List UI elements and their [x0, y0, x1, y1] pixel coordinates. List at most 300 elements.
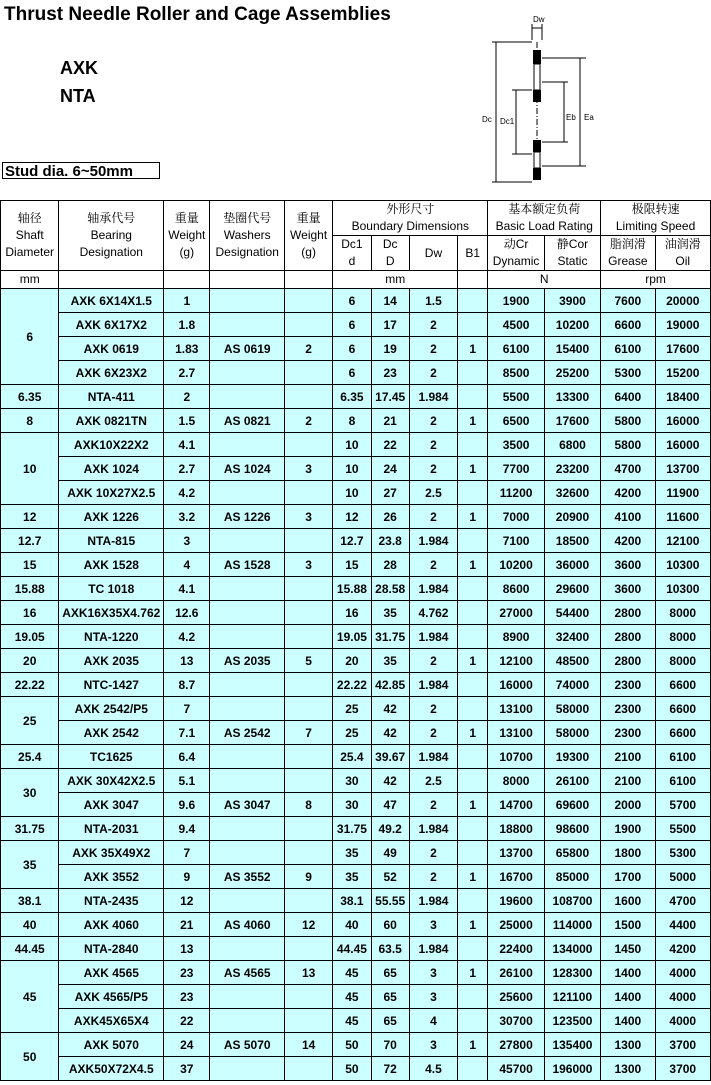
dc-cell: 42.85	[371, 673, 409, 697]
table-row	[1, 553, 711, 577]
washer-weight-cell	[284, 289, 332, 313]
dc-label: Dc	[482, 115, 492, 124]
b1-cell: 1	[458, 865, 488, 889]
oil-speed-cell: 6600	[655, 697, 710, 721]
dynamic-load-cell: 3500	[488, 433, 544, 457]
bearing-designation-cell: NTA-2840	[59, 937, 164, 961]
series-axk: AXK	[60, 58, 99, 78]
bearing-designation-cell: TC1625	[59, 745, 164, 769]
table-row	[1, 313, 711, 337]
dynamic-load-cell: 11200	[488, 481, 544, 505]
oil-speed-cell: 5500	[655, 817, 710, 841]
specifications-table	[0, 200, 711, 1081]
weight-cell: 37	[164, 1057, 210, 1081]
b1-cell: 1	[458, 793, 488, 817]
oil-speed-cell: 4000	[655, 961, 710, 985]
table-row	[1, 337, 711, 361]
bearing-designation-cell: AXK45X65X4	[59, 1009, 164, 1033]
washer-designation-cell: AS 5070	[210, 1033, 285, 1057]
bearing-designation-cell: AXK 1024	[59, 457, 164, 481]
washer-weight-cell	[284, 481, 332, 505]
header-washers-designation: 垫圈代号 Washers Designation	[210, 201, 285, 271]
weight-cell: 3.2	[164, 505, 210, 529]
eb-label: Eb	[566, 113, 576, 122]
weight-cell: 21	[164, 913, 210, 937]
dc1-label: Dc1	[500, 117, 515, 126]
b1-cell: 1	[458, 913, 488, 937]
bearing-designation-cell: AXK 4565/P5	[59, 985, 164, 1009]
table-row	[1, 985, 711, 1009]
washer-weight-cell: 3	[284, 457, 332, 481]
bearing-designation-cell: AXK 5070	[59, 1033, 164, 1057]
b1-cell: 1	[458, 409, 488, 433]
weight-cell: 13	[164, 649, 210, 673]
unit-blank	[284, 271, 332, 289]
oil-speed-cell: 4000	[655, 985, 710, 1009]
dynamic-load-cell: 26100	[488, 961, 544, 985]
shaft-diameter-cell: 19.05	[1, 625, 59, 649]
dw-cell: 1.984	[409, 745, 457, 769]
dynamic-load-cell: 5500	[488, 385, 544, 409]
oil-speed-cell: 10300	[655, 577, 710, 601]
dw-cell: 2	[409, 457, 457, 481]
weight-cell: 2	[164, 385, 210, 409]
oil-speed-cell: 8000	[655, 625, 710, 649]
weight-cell: 9.4	[164, 817, 210, 841]
dc-cell: 49	[371, 841, 409, 865]
grease-speed-cell: 4700	[601, 457, 655, 481]
weight-cell: 22	[164, 1009, 210, 1033]
oil-speed-cell: 5000	[655, 865, 710, 889]
weight-cell: 5.1	[164, 769, 210, 793]
washer-weight-cell	[284, 937, 332, 961]
header-dynamic-cr: 动Cr Dynamic	[488, 236, 544, 271]
b1-cell	[458, 745, 488, 769]
dw-cell: 2	[409, 409, 457, 433]
dw-cell: 2	[409, 865, 457, 889]
static-load-cell: 134000	[544, 937, 600, 961]
washer-weight-cell	[284, 577, 332, 601]
unit-load: N	[488, 271, 601, 289]
grease-speed-cell: 3600	[601, 577, 655, 601]
static-load-cell: 65800	[544, 841, 600, 865]
washer-designation-cell	[210, 385, 285, 409]
grease-speed-cell: 1900	[601, 817, 655, 841]
oil-speed-cell: 17600	[655, 337, 710, 361]
b1-cell	[458, 769, 488, 793]
dw-cell: 1.984	[409, 529, 457, 553]
washer-weight-cell: 2	[284, 409, 332, 433]
table-row	[1, 889, 711, 913]
bearing-designation-cell: AXK 2542	[59, 721, 164, 745]
oil-speed-cell: 10300	[655, 553, 710, 577]
dc-cell: 23.8	[371, 529, 409, 553]
dc-cell: 47	[371, 793, 409, 817]
dw-cell: 2	[409, 337, 457, 361]
bearing-designation-cell: NTA-411	[59, 385, 164, 409]
b1-cell: 1	[458, 505, 488, 529]
table-row	[1, 601, 711, 625]
oil-speed-cell: 4400	[655, 913, 710, 937]
b1-cell	[458, 1057, 488, 1081]
weight-cell: 4	[164, 553, 210, 577]
dc-cell: 22	[371, 433, 409, 457]
washer-weight-cell	[284, 673, 332, 697]
bearing-designation-cell: NTA-1220	[59, 625, 164, 649]
washer-weight-cell	[284, 745, 332, 769]
bearing-designation-cell: NTC-1427	[59, 673, 164, 697]
b1-cell	[458, 289, 488, 313]
header-boundary-dimensions: 外形尺寸 Boundary Dimensions	[333, 201, 488, 236]
unit-blank	[164, 271, 210, 289]
dc1-cell: 10	[333, 433, 371, 457]
shaft-diameter-cell: 30	[1, 769, 59, 817]
washer-weight-cell	[284, 697, 332, 721]
dc-cell: 23	[371, 361, 409, 385]
bearing-designation-cell: AXK 6X17X2	[59, 313, 164, 337]
oil-speed-cell: 12100	[655, 529, 710, 553]
oil-speed-cell: 13700	[655, 457, 710, 481]
weight-cell: 6.4	[164, 745, 210, 769]
weight-cell: 13	[164, 937, 210, 961]
dw-cell: 1.984	[409, 889, 457, 913]
shaft-diameter-cell: 15.88	[1, 577, 59, 601]
grease-speed-cell: 1300	[601, 1057, 655, 1081]
table-row	[1, 961, 711, 985]
dw-cell: 4.762	[409, 601, 457, 625]
dw-cell: 2	[409, 721, 457, 745]
dc-cell: 42	[371, 697, 409, 721]
static-load-cell: 10200	[544, 313, 600, 337]
grease-speed-cell: 1500	[601, 913, 655, 937]
dc1-cell: 45	[333, 961, 371, 985]
dw-label: Dw	[533, 15, 545, 24]
dynamic-load-cell: 8600	[488, 577, 544, 601]
dynamic-load-cell: 8000	[488, 769, 544, 793]
dc1-cell: 38.1	[333, 889, 371, 913]
bearing-designation-cell: AXK 3552	[59, 865, 164, 889]
dc1-cell: 45	[333, 985, 371, 1009]
oil-speed-cell: 8000	[655, 601, 710, 625]
dc1-cell: 6.35	[333, 385, 371, 409]
table-row	[1, 913, 711, 937]
dc-cell: 52	[371, 865, 409, 889]
bearing-designation-cell: AXK 6X23X2	[59, 361, 164, 385]
weight-cell: 1.83	[164, 337, 210, 361]
dynamic-load-cell: 25600	[488, 985, 544, 1009]
dynamic-load-cell: 1900	[488, 289, 544, 313]
unit-blank	[210, 271, 285, 289]
dc1-cell: 30	[333, 769, 371, 793]
header-dc1: Dc1 d	[333, 236, 371, 271]
bearing-designation-cell: NTA-2435	[59, 889, 164, 913]
oil-speed-cell: 11600	[655, 505, 710, 529]
dw-cell: 2	[409, 553, 457, 577]
table-row	[1, 937, 711, 961]
dynamic-load-cell: 7100	[488, 529, 544, 553]
b1-cell	[458, 625, 488, 649]
bearing-designation-cell: AXK 6X14X1.5	[59, 289, 164, 313]
b1-cell: 1	[458, 721, 488, 745]
dw-cell: 4.5	[409, 1057, 457, 1081]
grease-speed-cell: 4200	[601, 529, 655, 553]
dw-cell: 1.984	[409, 385, 457, 409]
weight-cell: 1	[164, 289, 210, 313]
oil-speed-cell: 3700	[655, 1057, 710, 1081]
dc1-cell: 25	[333, 697, 371, 721]
washer-weight-cell	[284, 889, 332, 913]
bearing-designation-cell: AXK 1226	[59, 505, 164, 529]
grease-speed-cell: 2100	[601, 769, 655, 793]
dc1-cell: 19.05	[333, 625, 371, 649]
washer-weight-cell: 3	[284, 553, 332, 577]
static-load-cell: 196000	[544, 1057, 600, 1081]
static-load-cell: 123500	[544, 1009, 600, 1033]
b1-cell	[458, 817, 488, 841]
header-bearing-designation: 轴承代号 Bearing Designation	[59, 201, 164, 271]
static-load-cell: 135400	[544, 1033, 600, 1057]
series-nta: NTA	[60, 86, 96, 106]
table-body	[1, 289, 711, 1081]
grease-speed-cell: 6100	[601, 337, 655, 361]
dc-cell: 14	[371, 289, 409, 313]
b1-cell	[458, 841, 488, 865]
unit-speed: rpm	[601, 271, 711, 289]
static-load-cell: 69600	[544, 793, 600, 817]
dc-cell: 65	[371, 961, 409, 985]
dw-cell: 3	[409, 985, 457, 1009]
table-row	[1, 1057, 711, 1081]
b1-cell: 1	[458, 1033, 488, 1057]
bearing-designation-cell: AXK 0619	[59, 337, 164, 361]
dw-cell: 1.984	[409, 937, 457, 961]
page-title: Thrust Needle Roller and Cage Assemblies	[4, 4, 391, 25]
b1-cell: 1	[458, 337, 488, 361]
dynamic-load-cell: 13100	[488, 697, 544, 721]
bearing-designation-cell: TC 1018	[59, 577, 164, 601]
grease-speed-cell: 1400	[601, 961, 655, 985]
oil-speed-cell: 16000	[655, 409, 710, 433]
dynamic-load-cell: 6100	[488, 337, 544, 361]
static-load-cell: 74000	[544, 673, 600, 697]
oil-speed-cell: 4000	[655, 1009, 710, 1033]
grease-speed-cell: 2000	[601, 793, 655, 817]
static-load-cell: 36000	[544, 553, 600, 577]
dc-cell: 65	[371, 1009, 409, 1033]
grease-speed-cell: 7600	[601, 289, 655, 313]
dynamic-load-cell: 19600	[488, 889, 544, 913]
b1-cell: 1	[458, 961, 488, 985]
static-load-cell: 54400	[544, 601, 600, 625]
table-row	[1, 457, 711, 481]
washer-designation-cell: AS 0619	[210, 337, 285, 361]
dynamic-load-cell: 10700	[488, 745, 544, 769]
header-limiting-speed: 极限转速 Limiting Speed	[601, 201, 711, 236]
dw-cell: 3	[409, 1033, 457, 1057]
washer-weight-cell: 13	[284, 961, 332, 985]
dw-cell: 2	[409, 793, 457, 817]
table-row	[1, 1009, 711, 1033]
washer-designation-cell	[210, 889, 285, 913]
static-load-cell: 85000	[544, 865, 600, 889]
b1-cell	[458, 985, 488, 1009]
shaft-diameter-cell: 20	[1, 649, 59, 673]
header-shaft-diameter: 轴径 Shaft Diameter	[1, 201, 59, 271]
static-load-cell: 58000	[544, 697, 600, 721]
static-load-cell: 29600	[544, 577, 600, 601]
dc1-cell: 20	[333, 649, 371, 673]
dc1-cell: 40	[333, 913, 371, 937]
static-load-cell: 98600	[544, 817, 600, 841]
weight-cell: 4.1	[164, 577, 210, 601]
dynamic-load-cell: 27800	[488, 1033, 544, 1057]
dc1-cell: 50	[333, 1033, 371, 1057]
dynamic-load-cell: 6500	[488, 409, 544, 433]
dynamic-load-cell: 18800	[488, 817, 544, 841]
b1-cell	[458, 361, 488, 385]
weight-cell: 2.7	[164, 361, 210, 385]
washer-designation-cell	[210, 289, 285, 313]
washer-weight-cell	[284, 385, 332, 409]
static-load-cell: 6800	[544, 433, 600, 457]
dynamic-load-cell: 7000	[488, 505, 544, 529]
washer-weight-cell: 3	[284, 505, 332, 529]
unit-shaft: mm	[1, 271, 59, 289]
static-load-cell: 3900	[544, 289, 600, 313]
shaft-diameter-cell: 31.75	[1, 817, 59, 841]
static-load-cell: 20900	[544, 505, 600, 529]
bearing-designation-cell: AXK 0821TN	[59, 409, 164, 433]
dc-cell: 28	[371, 553, 409, 577]
washer-designation-cell	[210, 1009, 285, 1033]
dc-cell: 63.5	[371, 937, 409, 961]
oil-speed-cell: 16000	[655, 433, 710, 457]
table-row	[1, 769, 711, 793]
weight-cell: 8.7	[164, 673, 210, 697]
shaft-diameter-cell: 45	[1, 961, 59, 1033]
dc-cell: 27	[371, 481, 409, 505]
unit-dimensions: mm	[333, 271, 458, 289]
dynamic-load-cell: 30700	[488, 1009, 544, 1033]
washer-weight-cell	[284, 601, 332, 625]
table-row	[1, 361, 711, 385]
dc-cell: 60	[371, 913, 409, 937]
washer-weight-cell	[284, 529, 332, 553]
washer-weight-cell: 7	[284, 721, 332, 745]
dc-cell: 17.45	[371, 385, 409, 409]
page-header	[0, 0, 711, 200]
dynamic-load-cell: 8500	[488, 361, 544, 385]
table-row	[1, 673, 711, 697]
washer-designation-cell	[210, 817, 285, 841]
static-load-cell: 58000	[544, 721, 600, 745]
washer-designation-cell	[210, 481, 285, 505]
washer-weight-cell	[284, 1009, 332, 1033]
dc1-cell: 15	[333, 553, 371, 577]
b1-cell	[458, 433, 488, 457]
oil-speed-cell: 19000	[655, 313, 710, 337]
dc-cell: 24	[371, 457, 409, 481]
b1-cell: 1	[458, 553, 488, 577]
header-oil: 油润滑 Oil	[655, 236, 710, 271]
shaft-diameter-cell: 10	[1, 433, 59, 505]
weight-cell: 23	[164, 961, 210, 985]
weight-cell: 1.8	[164, 313, 210, 337]
dw-cell: 2	[409, 505, 457, 529]
static-load-cell: 48500	[544, 649, 600, 673]
b1-cell: 1	[458, 649, 488, 673]
table-row	[1, 577, 711, 601]
shaft-diameter-cell: 12	[1, 505, 59, 529]
oil-speed-cell: 15200	[655, 361, 710, 385]
weight-cell: 7.1	[164, 721, 210, 745]
b1-cell	[458, 481, 488, 505]
ea-label: Ea	[584, 113, 594, 122]
bearing-designation-cell: AXK16X35X4.762	[59, 601, 164, 625]
weight-cell: 4.2	[164, 481, 210, 505]
header-static-cor: 静Cor Static	[544, 236, 600, 271]
table-row	[1, 289, 711, 313]
table-row	[1, 649, 711, 673]
washer-weight-cell	[284, 433, 332, 457]
washer-designation-cell	[210, 361, 285, 385]
b1-cell	[458, 889, 488, 913]
bearing-designation-cell: AXK 2542/P5	[59, 697, 164, 721]
table-row	[1, 817, 711, 841]
b1-cell	[458, 313, 488, 337]
header-washer-weight: 重量 Weight (g)	[284, 201, 332, 271]
grease-speed-cell: 5300	[601, 361, 655, 385]
washer-designation-cell	[210, 697, 285, 721]
dc-cell: 42	[371, 721, 409, 745]
dw-cell: 2	[409, 697, 457, 721]
washer-weight-cell: 12	[284, 913, 332, 937]
table-row	[1, 385, 711, 409]
dc1-cell: 44.45	[333, 937, 371, 961]
dc-cell: 49.2	[371, 817, 409, 841]
grease-speed-cell: 3600	[601, 553, 655, 577]
weight-cell: 2.7	[164, 457, 210, 481]
weight-cell: 3	[164, 529, 210, 553]
weight-cell: 1.5	[164, 409, 210, 433]
washer-weight-cell	[284, 361, 332, 385]
b1-cell	[458, 1009, 488, 1033]
dc1-cell: 25	[333, 721, 371, 745]
washer-designation-cell: AS 2035	[210, 649, 285, 673]
washer-designation-cell	[210, 577, 285, 601]
grease-speed-cell: 2800	[601, 625, 655, 649]
weight-cell: 4.1	[164, 433, 210, 457]
dc-cell: 70	[371, 1033, 409, 1057]
dc1-cell: 15.88	[333, 577, 371, 601]
dynamic-load-cell: 22400	[488, 937, 544, 961]
oil-speed-cell: 5300	[655, 841, 710, 865]
washer-weight-cell: 2	[284, 337, 332, 361]
dc1-cell: 16	[333, 601, 371, 625]
table-row	[1, 697, 711, 721]
washer-designation-cell: AS 1226	[210, 505, 285, 529]
dc-cell: 42	[371, 769, 409, 793]
washer-designation-cell: AS 0821	[210, 409, 285, 433]
grease-speed-cell: 6400	[601, 385, 655, 409]
washer-designation-cell	[210, 745, 285, 769]
dc-cell: 72	[371, 1057, 409, 1081]
dc-cell: 28.58	[371, 577, 409, 601]
dw-cell: 3	[409, 913, 457, 937]
dc1-cell: 6	[333, 361, 371, 385]
bearing-designation-cell: AXK 4565	[59, 961, 164, 985]
dc1-cell: 22.22	[333, 673, 371, 697]
